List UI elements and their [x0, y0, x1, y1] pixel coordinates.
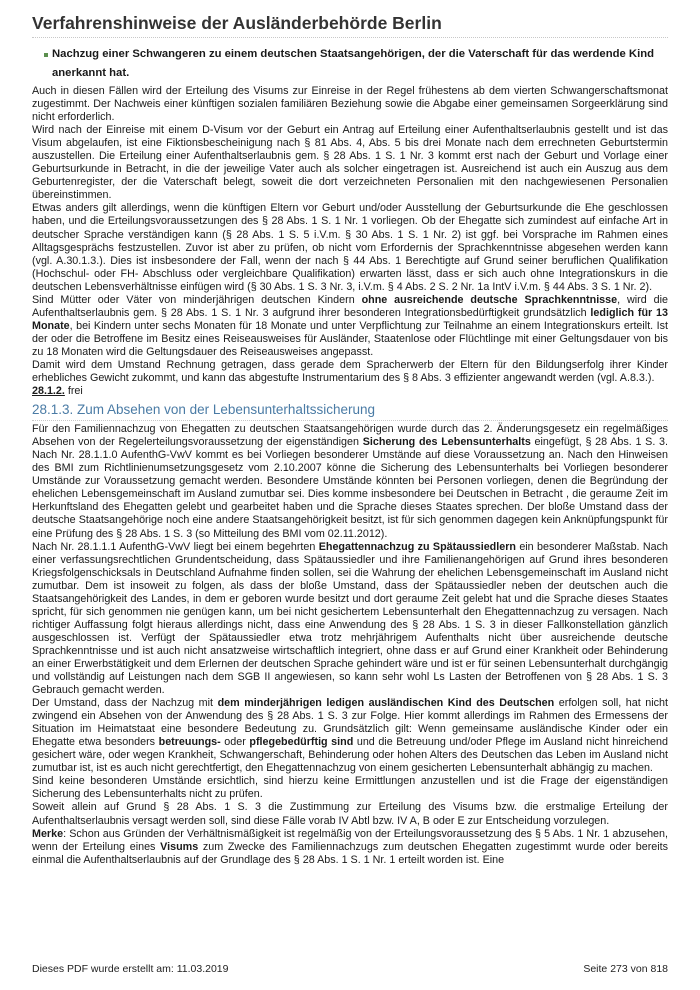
paragraph: Merke: Schon aus Gründen der Verhältnismäßigkeit ist regelmäßig von der Erteilungsvoraussetzung des § 5 Abs. 1 Nr. 1 abzusehen, wenn der Erteilung eines Visums zum Zwecke des Familiennachzugs zum deutschen Ehegatten zugestimmt wurde oder bereits einmal die Aufenthaltserlaubnis auf der Grundlage des § 28 Abs. 1 S. 1 Nr. 1 erteilt worden ist. Eine [32, 827, 669, 866]
section-number: 28.1.2. [32, 385, 65, 398]
document-title: Verfahrenshinweise der Ausländerbehörde Berlin [32, 12, 668, 38]
paragraph: Der Umstand, dass der Nachzug mit dem minderjährigen ledigen ausländischen Kind des Deutschen erfolgen soll, hat nicht zwingend ein Absehen von der Anwendung des § 28 Abs. 1 S. 3 zur Folge. Hier kommt allerdings im Rahmen des Ermessens der Situation im Heimatstaat eine besondere Bedeutung zu. Grundsätzlich gilt: Wenn gemeinsame ausländische Kinder oder ein Ehegatte etwa besonders betreuungs- oder pflegebedürftig sind und die Betreuung und/oder Pflege im Ausland nicht hinreichend gesichert wäre, oder wegen Krankheit, Schwangerschaft, Behinderung oder hohen Alters des Deutschen das Leben im Ausland nicht zumutbar ist, ist es auch nicht gerechtfertigt, den Ehegattennachzug von einem gesicherten Lebensunterhalt abhängig zu machen. [32, 697, 668, 775]
page-footer [32, 963, 668, 975]
paragraph: Für den Familiennachzug von Ehegatten zu deutschen Staatsangehörigen wurde durch das 2. Änderungsgesetz ein regelmäßiges Absehen von der Regelerteilungsvoraussetzung der eigenständigen Sicherung des Lebensunterhalts eingefügt, § 28 Abs. 1 S. 3. Nach Nr. 28.1.1.0 AufenthG-VwV kommt es bei Vorliegen besonderer Umstände auf diese Voraussetzung an. Nach den Hinweisen des BMI zum Richtlinienumsetzungsgesetz vom 2.10.2007 könne die Sicherung des Lebensunterhalts bei Vorliegen besonderer Umstände zur Voraussetzung gemacht werden. Besondere Umstände könnten bei Personen vorliegen, denen die Begründung der ehelichen Lebensgemeinschaft im Ausland zumutbar sei. Dies komme insbesondere bei Deutschen in Betracht , die geraume Zeit im Herkunftsland des Ehegatten gelebt und gearbeitet haben und die Sprache dieses Staates sprechen. Der bloße Umstand dass der deutsche Staatsangehörige noch eine andere Staatsangehörigkeit besitzt, ist für sich genommen dagegen kein Anknüpfungspunkt für eine Prüfung des § 28 Abs. 1 S. 3 (so Mitteilung des BMI vom 02.11.2012). [32, 423, 668, 540]
paragraph: Etwas anders gilt allerdings, wenn die künftigen Eltern vor Geburt und/oder Ausstellung der Geburtsurkunde die Ehe geschlossen haben, und die Erteilungsvoraussetzungen des § 28 Abs. 1 S. 1 Nr. 1 vorliegen. Ob der Ehegatte sich zumindest auf einfache Art in deutscher Sprache verständigen kann (§ 28 Abs. 1 S. 5 i.V.m. § 30 Abs. 1 S. 1 Nr. 2) ist ggf. bei Vorsprache im Rahmen eines Alltagsgesprächs festzustellen. Zuvor ist aber zu prüfen, ob nicht vom Erfordernis der Sprachkenntnisse abgesehen werden kann (vgl. A.30.1.3.). Dies ist insbesondere der Fall, wenn der nach § 44 Abs. 1 Berechtigte auf Grund seiner beruflichen Qualifikation (Hochschul- oder FH- Abschluss oder vergleichbare Qualifikation) erwarten lässt, dass er sich auch ohne Integrationskurs in die deutschen Lebensverhältnisse einfügen wird (§ 30 Abs. 1 S. 3 Nr. 3, i.V.m. § 4 Abs. 2 S. 2 Nr. 1a IntV i.V.m. § 44 Abs. 3 S. 1 Nr. 2). [32, 202, 668, 293]
body-part-2 [32, 423, 668, 867]
document-page [32, 12, 668, 867]
paragraph: Damit wird dem Umstand Rechnung getragen, dass gerade dem Spracherwerb der Eltern für den Bildungserfolg ihrer Kinder erhebliches Gewicht zukommt, und kann das abgestufte Instrumentarium des § 8 Abs. 3 effizienter angewandt werden (vgl. A.8.3.). [32, 358, 668, 385]
paragraph: Wird nach der Einreise mit einem D-Visum vor der Geburt ein Antrag auf Erteilung einer Aufenthaltserlaubnis gestellt und ist das Visum abgelaufen, ist eine Fiktionsbescheinigung nach § 81 Abs. 4, Abs. 5 bis drei Monate nach dem errechneten Geburtstermin auszustellen. Die Erteilung einer Aufenthaltserlaubnis gem. § 28 Abs. 1 S. 1 Nr. 3 kommt erst nach der Geburt und Vorlage einer Geburtsurkunde in Betracht, in die der jeweilige Vater auch als solcher eingetragen ist. Ausreichend ist auch ein Auszug aus dem Geburtenregister, der die Vaterschaft belegt, soweit die dort verzeichneten Personalien mit den nachgewiesenen Personalien übereinstimmen. [32, 124, 668, 202]
subheading [32, 45, 668, 83]
page-number: Seite 273 von 818 [583, 963, 668, 975]
paragraph: Sind Mütter oder Väter von minderjährigen deutschen Kindern ohne ausreichende deutsche Sprachkenntnisse, wird die Aufenthaltserlaubnis gem. § 28 Abs. 1 S. 1 Nr. 3 aufgrund ihrer besonderen Integrationsbedürftigkeit grundsätzlich lediglich für 13 Monate, bei Kindern unter sechs Monaten für 18 Monate und unter Verpflichtung zur Teilnahme an einem Integrationskurs erteilt. Ist der oder die Betroffene im Besitz eines Reiseausweises für Ausländer, Staatenlose oder Flüchtlinge mit einer Geltungsdauer von bis zu 18 Monaten wird die Geltungsdauer des Reiseausweises angepasst. [32, 293, 668, 358]
section-title: 28.1.3. Zum Absehen von der Lebensunterhaltssicherung [32, 401, 668, 421]
paragraph: Soweit allein auf Grund § 28 Abs. 1 S. 3 die Zustimmung zur Erteilung des Visums bzw. die erstmalige Erteilung der Aufenthaltserlaubnis versagt werden soll, sind diese Fälle vorab IV Abtl bzw. IV A, B oder E zur Entscheidung vorzulegen. [32, 801, 668, 827]
bullet-icon [44, 53, 48, 57]
creation-date: Dieses PDF wurde erstellt am: 11.03.2019 [32, 963, 229, 975]
paragraph: Sind keine besonderen Umstände ersichtlich, sind hierzu keine Ermittlungen anzustellen und ist die Frage der eigenständigen Sicherung des Lebensunterhalts nicht zu prüfen. [32, 775, 668, 801]
section-28-1-2: 28.1.2. frei [32, 385, 83, 398]
body-part-1 [32, 85, 668, 398]
subheading-text: Nachzug einer Schwangeren zu einem deutschen Staatsangehörigen, der die Vaterschaft für das werdende Kind anerkannt hat. [52, 48, 655, 79]
paragraph: Nach Nr. 28.1.1.1 AufenthG-VwV liegt bei einem begehrten Ehegattennachzug zu Spätaussiedlern ein besonderer Maßstab. Nach einer verfassungsrechtlichen Grundentscheidung, dass Spätaussiedler und ihre Familienangehörigen auf Grund ihres besonderen Kriegsfolgenschicksals in Deutschland Aufnahme finden sollen, sei die Wahrung der ehelichen Lebensgemeinschaft im Ausland nicht zumutbar. Dem ist insoweit zu folgen, als dass der bloße Umstand, dass der Spätaussiedler neben der deutschen auch die Staatsangehörigkeit des Landes, in dem er geboren wurde besitzt und dort geraume Zeit gelebt hat und die Sprache dieses Staates spricht, für sich genommen nie genügen kann, um bei nicht gesichertem Lebensunterhalt den Ehegattennachzug zu versagen. Nach richtiger Auffassung folgt hieraus allerdings nicht, dass eine Anwendung des § 28 Abs. 1 S. 3 in dieser Fallkonstellation gänzlich ausgeschlossen ist. Verfügt der Spätaussiedler etwa trotz mehrjährigem Aufenthalts nicht über ausreichende deutsche Sprachkenntnisse und ist auch nicht ansatzweise wirtschaftlich integriert, ohne dass er auf Grund einer Krankheit oder Behinderung an einer Erwerbstätigkeit und dem Erlernen der deutschen Sprache gehindert wäre und ist er für seinen Lebensunterhalt durchgängig und vollständig auf Leistungen nach dem SGB II angewiesen, so kann sehr wohl Ls Lasten der Betroffenen von § 28 Abs. 1 S. 3 Gebrauch gemacht werden. [32, 540, 668, 697]
paragraph: Auch in diesen Fällen wird der Erteilung des Visums zur Einreise in der Regel frühestens ab dem vierten Schwangerschaftsmonat zugestimmt. Der Nachweis einer künftigen sozialen familiären Beziehung sowie die Abgabe einer gemeinsamen Sorgeerklärung sind nicht erforderlich. [32, 85, 668, 124]
